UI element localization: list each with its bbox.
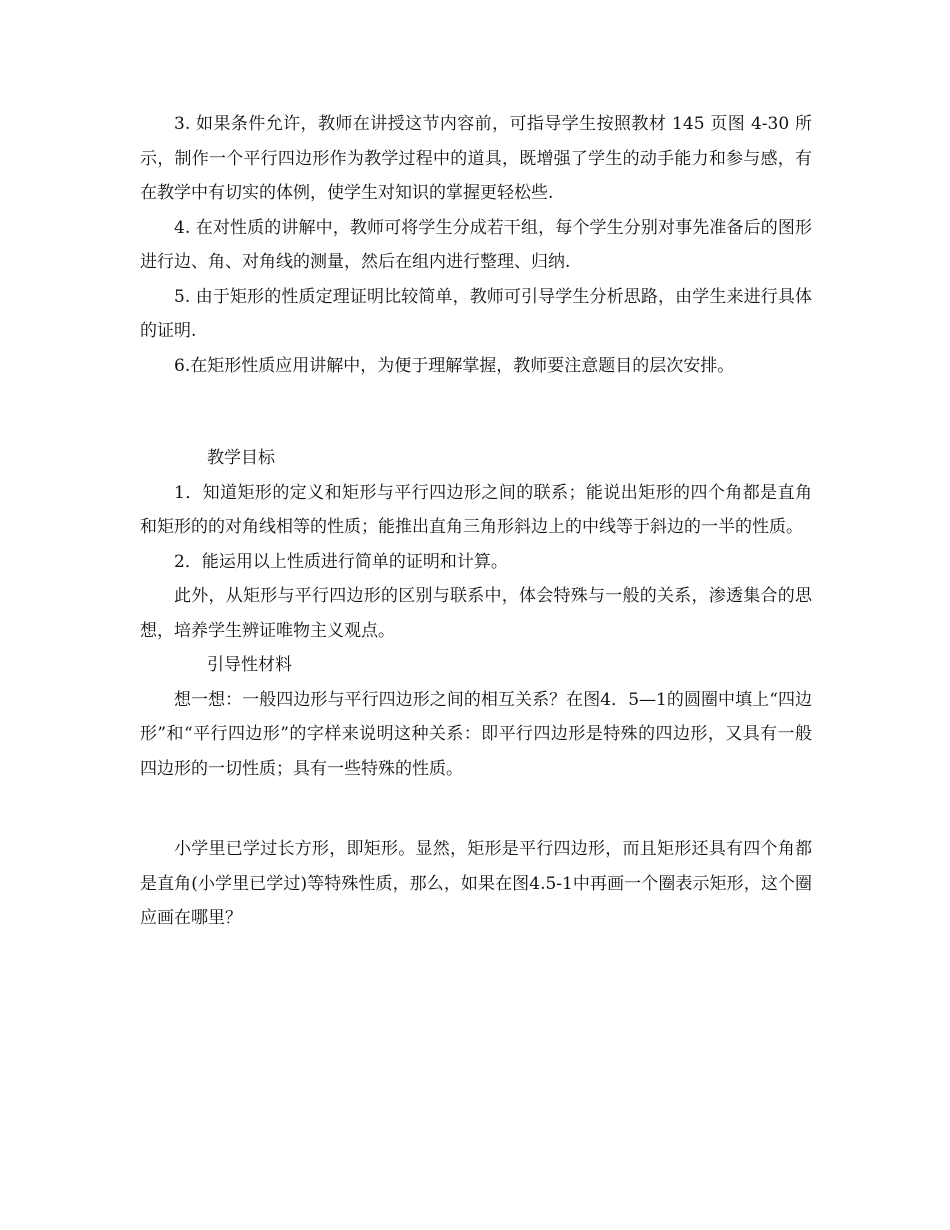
paragraph-note-6: 6.在矩形性质应用讲解中，为便于理解掌握，教师要注意题目的层次安排。 xyxy=(174,355,735,376)
paragraph-note-3: 3. 如果条件允许，教师在讲授这节内容前，可指导学生按照教材 145 页图 4-30 所示，制作一个平行四边形作为教学过程中的道具，既增强了学生的动手能力和参与感，有在教学中有切实的体例，使学生对知识的掌握更轻松些. xyxy=(140,114,812,203)
document-body xyxy=(140,107,812,936)
spacer xyxy=(140,786,812,832)
paragraph-note-5: 5. 由于矩形的性质定理证明比较简单，教师可引导学生分析思路，由学生来进行具体的证明. xyxy=(140,286,812,341)
paragraph-goal-2: 2．能运用以上性质进行简单的证明和计算。 xyxy=(174,551,508,572)
paragraph-goal-1: 1．知道矩形的定义和矩形与平行四边形之间的联系；能说出矩形的四个角都是直角和矩形的的对角线相等的性质；能推出直角三角形斜边上的中线等于斜边的一半的性质。 xyxy=(140,482,812,537)
spacer xyxy=(140,383,812,441)
paragraph-rectangle: 小学里已学过长方形，即矩形。显然，矩形是平行四边形，而且矩形还具有四个角都是直角(小学里已学过)等特殊性质，那么，如果在图4.5-1中再画一个圈表示矩形，这个圈应画在哪里？ xyxy=(140,839,812,928)
paragraph-note-4: 4. 在对性质的讲解中，教师可将学生分成若干组，每个学生分别对事先准备后的图形进行边、角、对角线的测量，然后在组内进行整理、归纳. xyxy=(140,217,812,272)
heading-teaching-goals: 教学目标 xyxy=(207,448,275,468)
paragraph-goal-extra: 此外，从矩形与平行四边形的区别与联系中，体会特殊与一般的关系，渗透集合的思想，培养学生辨证唯物主义观点。 xyxy=(140,586,812,641)
paragraph-think: 想一想：一般四边形与平行四边形之间的相互关系？在图4．5—1的圆圈中填上“四边形”和“平行四边形”的字样来说明这种关系：即平行四边形是特殊的四边形，又具有一般四边形的一切性质；具有一些特殊的性质。 xyxy=(140,689,812,779)
heading-guiding-material: 引导性材料 xyxy=(207,655,292,675)
